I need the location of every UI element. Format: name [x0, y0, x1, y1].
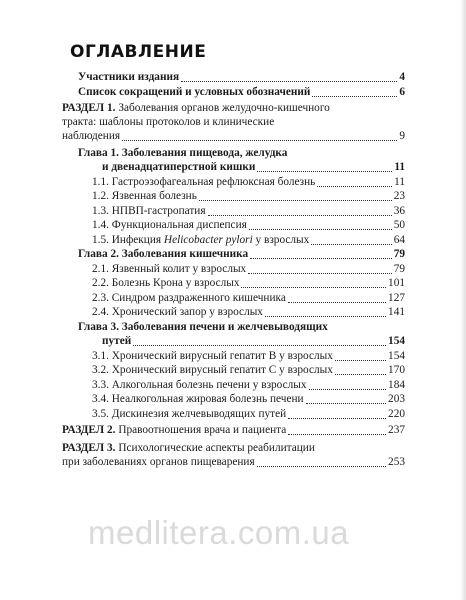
leader-dots: [257, 164, 392, 172]
watermark: medlitera.com.ua: [88, 514, 350, 551]
leader-dots: [122, 133, 397, 141]
leader-dots: [317, 179, 392, 187]
toc-entry-2-1[interactable]: 2.1. Язвенный колит у взрослых 79: [92, 263, 405, 275]
leader-dots: [181, 74, 397, 82]
toc-entry-3-5[interactable]: 3.5. Дискинезия желчевыводящих путей 220: [92, 408, 405, 420]
leader-dots: [306, 396, 386, 404]
chapter3-heading-line1: Глава 3. Заболевания печени и желчевыводящих: [78, 321, 328, 333]
toc-entry-1-5[interactable]: 1.5. Инфекция Helicobacter pylori у взрослых 64: [92, 234, 405, 246]
toc-entry-1-2[interactable]: 1.2. Язвенная болезнь 23: [92, 190, 405, 202]
leader-dots: [288, 411, 386, 419]
toc-entry-3-1[interactable]: 3.1. Хронический вирусный гепатит В у взрослых 154: [92, 350, 405, 362]
leader-dots: [199, 193, 392, 201]
toc-entry-abbreviations[interactable]: Список сокращений и условных обозначений 6: [78, 86, 405, 98]
leader-dots: [311, 237, 391, 245]
chapter1-heading-line1: Глава 1. Заболевания пищевода, желудка: [78, 147, 288, 159]
leader-dots: [309, 382, 387, 390]
toc-entry-1-4[interactable]: 1.4. Функциональная диспепсия 50: [92, 219, 405, 231]
section1-heading-line2: тракта: шаблоны протоколов и клинические: [62, 116, 275, 128]
toc-entry-3-2[interactable]: 3.2. Хронический вирусный гепатит С у взрослых 170: [92, 364, 405, 376]
leader-dots: [257, 459, 386, 467]
toc-entry-3-3[interactable]: 3.3. Алкогольная болезнь печени у взрослых 184: [92, 379, 405, 391]
leader-dots: [335, 367, 386, 375]
toc-entry-chapter1[interactable]: и двенадцатиперстной кишки 11: [102, 161, 405, 173]
leader-dots: [312, 89, 397, 97]
leader-dots: [248, 266, 392, 274]
toc-entry-section2[interactable]: РАЗДЕЛ 2. Правоотношения врача и пациента 237: [62, 424, 405, 436]
leader-dots: [288, 295, 386, 303]
leader-dots: [249, 222, 392, 230]
toc-entry-chapter3[interactable]: путей 154: [102, 335, 405, 347]
toc-entry-3-4[interactable]: 3.4. Неалкогольная жировая болезнь печени 203: [92, 393, 405, 405]
toc-entry-section1[interactable]: наблюдения 9: [62, 130, 405, 142]
toc-entry-1-1[interactable]: 1.1. Гастроэзофагеальная рефлюксная болезнь 11: [92, 176, 405, 188]
leader-dots: [208, 208, 392, 216]
toc-entry-contributors[interactable]: Участники издания 4: [78, 71, 405, 83]
page-edge-shadow: [460, 0, 466, 600]
toc-title: ОГЛАВЛЕНИЕ: [70, 42, 207, 62]
leader-dots: [288, 427, 386, 435]
toc-entry-2-3[interactable]: 2.3. Синдром раздраженного кишечника 127: [92, 292, 405, 304]
toc-entry-2-2[interactable]: 2.2. Болезнь Крона у взрослых 101: [92, 277, 405, 289]
leader-dots: [265, 309, 386, 317]
toc-entry-section3[interactable]: при заболеваниях органов пищеварения 253: [62, 456, 405, 468]
leader-dots: [250, 251, 392, 259]
leader-dots: [335, 353, 386, 361]
leader-dots: [241, 280, 386, 288]
section3-heading-line1[interactable]: РАЗДЕЛ 3. Психологические аспекты реабилитации: [62, 442, 315, 454]
toc-entry-1-3[interactable]: 1.3. НПВП-гастропатия 36: [92, 205, 405, 217]
leader-dots: [133, 338, 386, 346]
toc-entry-2-4[interactable]: 2.4. Хронический запор у взрослых 141: [92, 306, 405, 318]
section1-heading-line1[interactable]: РАЗДЕЛ 1. Заболевания органов желудочно-кишечного: [62, 102, 330, 114]
toc-entry-chapter2[interactable]: Глава 2. Заболевания кишечника 79: [78, 248, 405, 260]
